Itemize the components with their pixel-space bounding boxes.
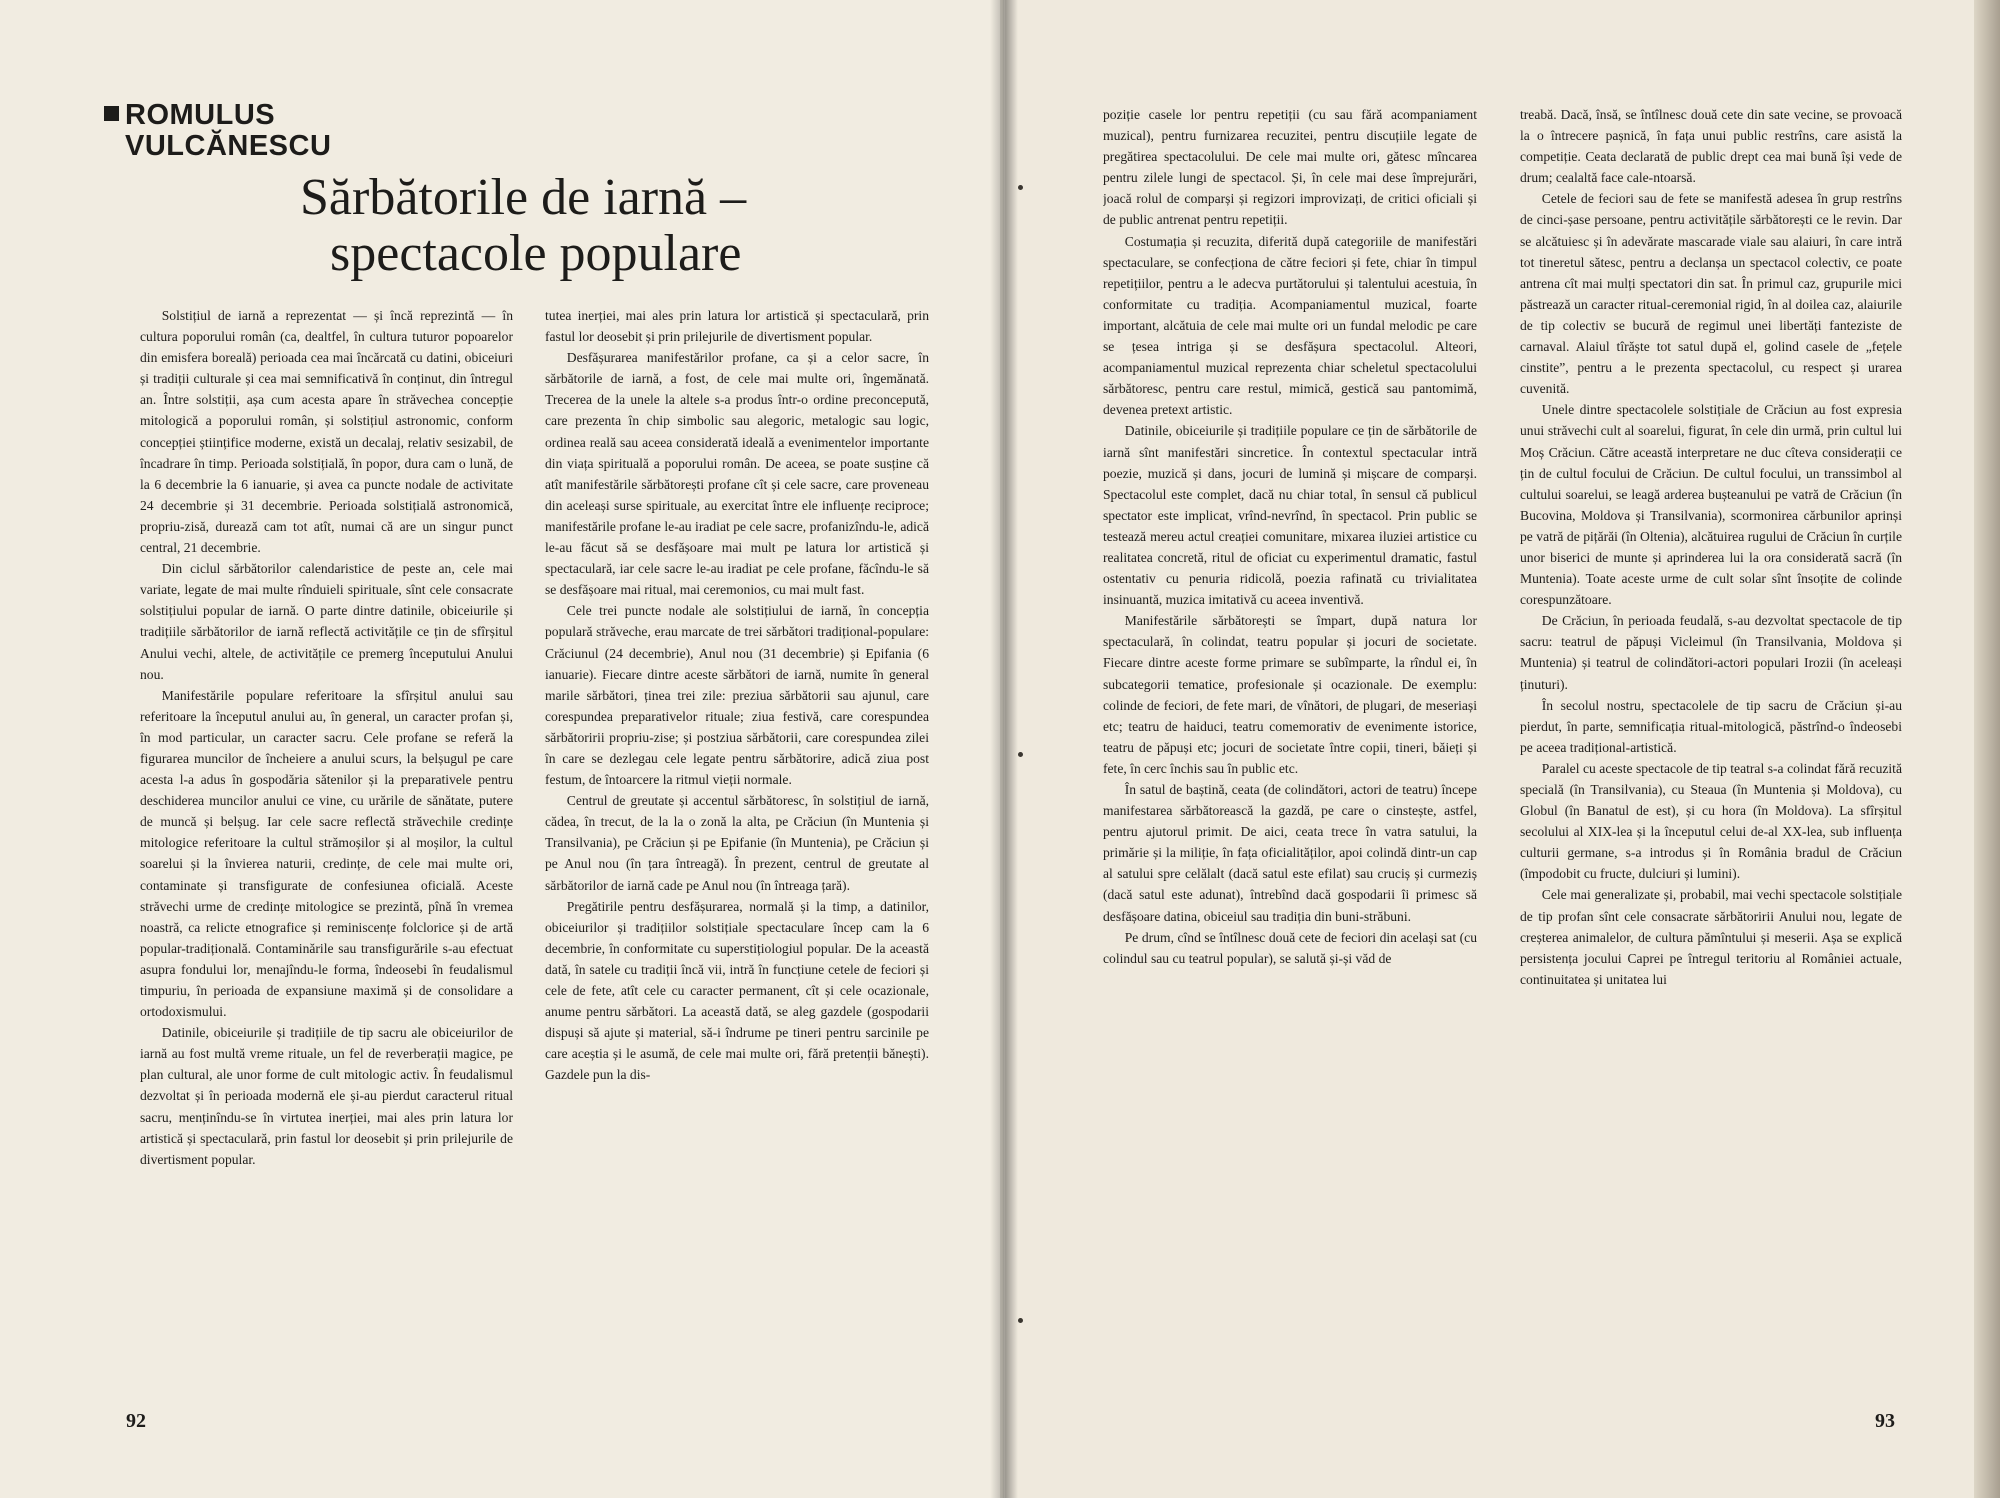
paragraph: În secolul nostru, spectacolele de tip sacru de Crăciun și-au pierdut, în parte, semnificația ritual-mitologică, păstrînd-o îndeosebi pe aceea tradițional-artistică. [1520,697,1902,755]
title-line-1: Sărbătorile de iarnă – [300,169,747,226]
author-first-name: ROMULUS [125,99,276,131]
left-column-1 [140,305,513,1375]
author-name [125,100,331,162]
paragraph: Manifestările sărbătorești se împart, după natura lor spectaculară, în colindat, teatru popular și jocuri de societate. Fiecare dintre aceste forme primare se subîmparte, la rîndul ei, în subcategorii tematice, profesionale și ocazionale. De exemplu: colinde de feciori, de fete mari, de vînători, de plugari, de meseriași etc; teatru de haiduci, teatru comemorativ de evenimente istorice, teatru de păpuși etc; jocuri de societate între copii, tineri, băieți și fete, în cerc închis sau în public etc. [1103,613,1477,776]
paragraph: Unele dintre spectacolele solstițiale de Crăciun au fost expresia unui străvechi cult al soarelui, figurat, în cele din urmă, prin cultul lui Moș Crăciun. Către această interpretare ne duc cîteva considerații ce țin de cultul focului de Crăciun. De cultul focului, un transsimbol al cultului soarelui, se leagă arderea bușteanului pe vatră de Crăciun (în Bucovina, Moldova și Transilvania), scormonirea cărbunilor aprinși pe vatră de pițărăi (în Oltenia), alcătuirea rugului de Crăciun în curțile unor biserici de munte și aprinderea lui la ora considerată sacră (în Muntenia). Toate aceste urme de cult solar sînt însoțite de colinde corespunzătoare. [1520,402,1902,608]
right-column-2 [1520,104,1902,1384]
paragraph: Datinile, obiceiurile și tradițiile populare ce țin de sărbătorile de iarnă sînt manifestări sincretice. În contextul spectacular intră poezie, muzică și dans, jocuri de lumină și mișcare de comparși. Spectacolul este complet, dacă nu chiar total, în sensul că publicul spectator este implicat, vrînd-nevrînd, în spectacol. Prin public se testează mereu actul creației comunitare, mixarea iluziei artistice cu realitatea concretă, ritul de oficiat cu experimentul dramatic, fastul ostentativ cu penuria ridicolă, poezia rafinată cu trivialitatea insinuantă, muzica imitativă cu aceea inventivă. [1103,423,1477,608]
paragraph: Desfășurarea manifestărilor profane, ca și a celor sacre, în sărbătorile de iarnă, a fost, de cele mai multe ori, îngemănată. Trecerea de la unele la altele s-a produs într-o ordine preconcepută, care prezenta în chip simbolic sau alegoric, metalogic sau logic, ordinea reală sau aceea considerată ideală a evenimentelor importante din viața spirituală a poporului român. De aceea, se poate susține că atît manifestările sărbătorești profane cît și cele sacre, care proveneau din aceleași surse spirituale, au exercitat între ele influențe reciproce; manifestările profane le-au iradiat pe cele sacre, profanizîndu-le, adică le-au făcut să se desfășoare mai mult pe latura lor artistică și spectaculară, iar cele sacre le-au iradiat pe cele profane, făcîndu-le să se desfășoare mai ritual, mai ceremonios, cu mai mult fast. [545,350,929,598]
paragraph: Solstițiul de iarnă a reprezentat — și încă reprezintă — în cultura poporului român (ca, dealtfel, în cultura tuturor popoarelor din emisfera boreală) perioada cea mai încărcată cu datini, obiceiuri și tradiții culturale și cea mai semnificativă în conținut, din întregul an. Între solstiții, așa cum acesta apare în străvechea concepție mitologică a poporului român, și solstițiul astronomic, conform concepției științifice moderne, există un decalaj, relativ sesizabil, de încadrare în timp. Perioada solstițială, în popor, dura cam o lună, de la 6 decembrie la 6 ianuarie, și avea ca puncte nodale de activitate 24 decembrie și 31 decembrie. Perioada solstițială astronomică, propriu-zisă, durează cam tot atît, numai că are un singur punct central, 21 decembrie. [140,308,513,556]
paragraph: Din ciclul sărbătorilor calendaristice de peste an, cele mai variate, legate de mai multe rînduieli spirituale, sînt cele consacrate solstițiului popular de iarnă. O parte dintre datinile, obiceiurile și tradițiile sărbătorilor de iarnă reflectă activitățile ce țin de sfîrșitul Anului vechi, altele, de activitățile ce premerg începutului Anului nou. [140,561,513,682]
paragraph: Costumația și recuzita, diferită după categoriile de manifestări spectaculare, se confecționa de către feciori și fete, chiar în timpul repetițiilor, pentru a le adecva purtătorului și talentului acestuia, în conformitate cu tradiția. Acompaniamentul muzical, foarte important, alcătuia de cele mai multe ori un fundal melodic pe care se țesea intriga și se desfășura spectacolul. Alteori, acompaniamentul muzical reprezenta chiar scheletul spectacolului sărbătoresc, pentru care restul, mimică, gestică sau pantomimă, devenea pretext artistic. [1103,233,1477,418]
paragraph: Cele trei puncte nodale ale solstițiului de iarnă, în concepția populară străveche, erau marcate de trei sărbători tradițional-populare: Crăciunul (24 decembrie), Anul nou (31 decembrie) și Epifania (6 ianuarie). Fiecare dintre aceste sărbători de iarnă, numite în general marile sărbători, ținea trei zile: preziua sărbătorii sau ajunul, care corespundea preparativelor rituale; ziua festivă, care corespundea sărbătoririi propriu-zise; și postziua sărbătorii, care corespundea zilei în care se dezlegau cele legate pentru sărbătorire, adică ziua post festum, de întoarcere la ritmul vieții normale. [545,603,929,788]
page-number-right: 93 [1875,1410,1895,1432]
paragraph: Pe drum, cînd se întîlnesc două cete de feciori din același sat (cu colindul sau cu teatrul popular), se salută și-și văd de [1103,929,1477,966]
binding-mark-icon [1018,185,1023,190]
paragraph: Manifestările populare referitoare la sfîrșitul anului sau referitoare la începutul anului au, în general, un caracter profan și, în mod particular, un caracter sacru. Cele profane se referă la figurarea muncilor de încheiere a anului scurs, la belșugul pe care acesta l-a adus în gospodăria sătenilor și la preparativele pentru deschiderea muncilor anului ce vine, cu urările de sănătate, putere de muncă și belșug. Iar cele sacre reflectă străvechile credințe mitologice referitoare la cultul strămoșilor și al moșilor, la cultul soarelui și la învierea naturii, credințe, de cele mai multe ori, contaminate și transfigurate de confesiunea oficială. Aceste străvechi urme de credințe mitologice se prezintă, pînă în vremea noastră, ca relicte etnografice și reminiscențe folclorice și de artă popular-tradițională. Contaminările sau transfigurările s-au efectuat asupra fondului lor, menajîndu-le forma, îndeosebi în feudalismul timpuriu, în perioada de expansiune maximă și de consolidare a ortodoxismului. [140,687,513,1020]
title-line-2: spectacole populare [330,225,742,282]
book-edge [1974,0,2000,1498]
paragraph: De Crăciun, în perioada feudală, s-au dezvoltat spectacole de tip sacru: teatrul de păpuși Vicleimul (în Transilvania, Moldova și Muntenia) și teatrul de colindători-actori populari Irozii (în aceleași ținuturi). [1520,613,1902,692]
page-gutter [990,0,1018,1498]
paragraph: Datinile, obiceiurile și tradițiile de tip sacru ale obiceiurilor de iarnă au fost multă vreme rituale, un fel de reverberații magice, pe plan cultural, ale unor forme de cult mitologic activ. În feudalismul dezvoltat și în perioada modernă ele și-au pierdut caracterul ritual sacru, menținîndu-se în virtutea inerției, mai ales prin latura lor artistică și spectaculară, prin fastul lor deosebit și prin prilejurile de divertisment popular. [140,1025,513,1167]
paragraph: Centrul de greutate și accentul sărbătoresc, în solstițiul de iarnă, cădea, în trecut, de la la o zonă la alta, pe Crăciun (în Muntenia și Transilvania), pe Crăciun și pe Epifanie (în Muntenia), pe Crăciun și pe Anul nou (în țara întreagă). În prezent, centrul de greutate al sărbătorilor de iarnă cade pe Anul nou (în întreaga țară). [545,793,929,893]
paragraph: Pregătirile pentru desfășurarea, normală și la timp, a datinilor, obiceiurilor și tradițiilor solstițiale spectaculare încep cam la 6 decembrie, în conformitate cu superstițiologiul popular. De la această dată, în satele cu tradiții încă vii, intră în funcțiune cetele de feciori și cele de fete, atît cele cu caracter permanent, cît și cele ocazionale, anume pentru sărbători. La această dată, se aleg gazdele (gospodarii dispuși să ajute și material, să-i îndrume pe tineri pentru sarcinile pe care aceștia și le asumă, de cele mai multe ori, fără pretenții bănești). Gazdele pun la dis- [545,898,929,1083]
binding-mark-icon [1018,752,1023,757]
left-column-2 [545,305,929,1375]
paragraph: poziție casele lor pentru repetiții (cu sau fără acompaniament muzical), pentru furnizarea recuzitei, pentru discuțiile legate de pregătirea spectacolului. De cele mai multe ori, gătesc mîncarea pentru zilele lungi de spectacol. Și, în cele mai dese împrejurări, joacă rolul de comparși și regizori improvizați, de critici oficiali și de public antrenat pentru repetiții. [1103,107,1477,228]
paragraph: În satul de baștină, ceata (de colindători, actori de teatru) începe manifestarea sărbătorească la gazdă, pe care o cinstește, astfel, pentru ajutorul primit. De aici, ceata trece în vatra satului, la primărie și la miliție, în fața oficialităților, apoi colindă dintr-un cap al satului spre celălalt (dacă satul este efilat) sau cruciș și curmeziș (dacă satul este adunat), întrebînd dacă gospodarii îi primesc să desfășoare datina, obiceiul sau tradiția din buni-străbuni. [1103,782,1477,924]
right-column-1 [1103,104,1477,1384]
bullet-square-icon [104,106,119,121]
paragraph: treabă. Dacă, însă, se întîlnesc două cete din sate vecine, se provoacă la o întrecere pașnică, în fața unui public restrîns, care asistă la competiție. Ceata declarată de public drept cea mai bună își vede de drum; cealaltă face cale-ntoarsă. [1520,107,1902,186]
paragraph: Cele mai generalizate și, probabil, mai vechi spectacole solstițiale de tip profan sînt cele consacrate sărbătoririi Anului nou, legate de creșterea animalelor, de cultura pămîntului și meserii. Așa se explică persistența jocului Caprei pe întregul teritoriu al României actuale, continuitatea și unitatea lui [1520,887,1902,987]
article-title [300,170,746,282]
author-last-name: VULCĂNESCU [125,130,332,162]
paragraph: Paralel cu aceste spectacole de tip teatral s-a colindat fără recuzită specială (în Transilvania), cu Steaua (în Muntenia și Moldova), cu Globul (în Banatul de est), și cu hora (în Moldova). La sfîrșitul secolului al XIX-lea și la începutul celui de-al XX-lea, sub influența culturii germane, s-a introdus și în România bradul de Crăciun (împodobit cu fructe, dulciuri și lumini). [1520,760,1902,882]
paragraph: tutea inerției, mai ales prin latura lor artistică și spectaculară, prin fastul lor deosebit și prin prilejurile de divertisment popular. [545,308,929,345]
right-page [1004,0,2000,1498]
page-number-left: 92 [126,1410,146,1432]
paragraph: Cetele de feciori sau de fete se manifestă adesea în grup restrîns de cinci-șase persoane, pentru activitățile sărbătorești ce le revin. Dar se alcătuiesc și în adevărate mascarade viale sau alaiuri, în care intră tot tineretul sătesc, pentru a declanșa un spectacol colectiv, ce poate antrena cît mai mulți spectatori din sat. În primul caz, grupurile mici păstrează un caracter ritual-ceremonial rigid, în al doilea caz, alaiurile de tip colectiv se bucură de regimul unei libertăți fanteziste de carnaval. Alaiul tîrăște tot satul după el, golind casele de „fețele cinstite”, pentru a le prezenta spectacolul, cu respect și urarea cuvenită. [1520,191,1902,397]
binding-mark-icon [1018,1318,1023,1323]
